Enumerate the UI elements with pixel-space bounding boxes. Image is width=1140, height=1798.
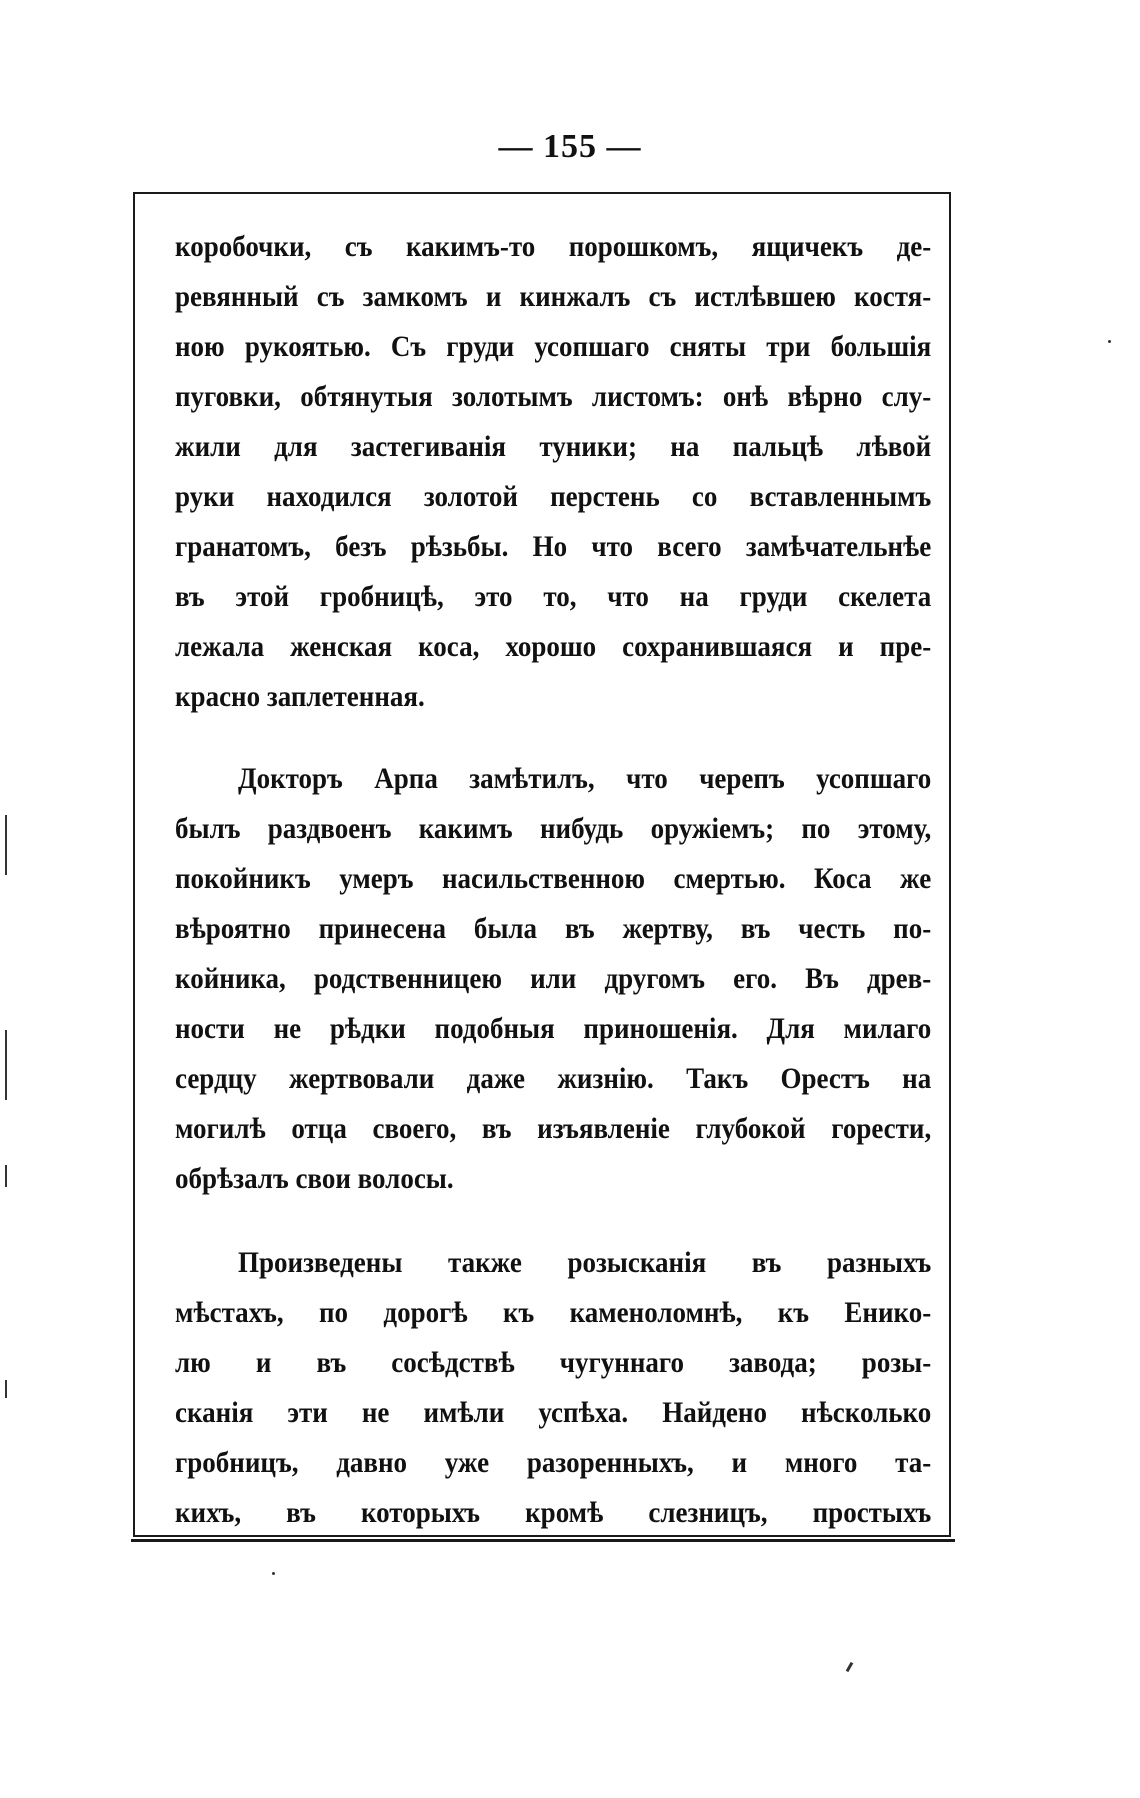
text-line: вѣроятно принесена была въ жертву, въ честь по- bbox=[175, 912, 932, 945]
text-line: красно заплетенная. bbox=[175, 680, 425, 713]
text-line: лежала женская коса, хорошо сохранившаяся и пре- bbox=[175, 630, 932, 663]
text-line: руки находился золотой перстень со вставленнымъ bbox=[175, 480, 932, 513]
page-number: — 155 — bbox=[498, 128, 642, 165]
text-line: могилѣ отца своего, въ изъявленіе глубокой горести, bbox=[175, 1112, 932, 1145]
text-line: покойникъ умеръ насильственною смертью. Коса же bbox=[175, 862, 932, 895]
paragraph-1 bbox=[175, 222, 932, 722]
text-line: обрѣзалъ свои волосы. bbox=[175, 1162, 454, 1195]
text-line: въ этой гробницѣ, это то, что на груди скелета bbox=[175, 580, 932, 613]
text-line: былъ раздвоенъ какимъ нибудь оружіемъ; по этому, bbox=[175, 812, 932, 845]
text-line: коробочки, съ какимъ-то порошкомъ, ящичекъ де- bbox=[175, 230, 932, 263]
text-line: сканія эти не имѣли успѣха. Найдено нѣсколько bbox=[175, 1396, 932, 1429]
text-line: кихъ, въ которыхъ кромѣ слезницъ, простыхъ bbox=[175, 1496, 932, 1529]
paragraph-3 bbox=[175, 1238, 932, 1538]
scan-margin-mark bbox=[5, 1380, 7, 1398]
scan-speck bbox=[846, 1662, 854, 1672]
text-line: ревянный съ замкомъ и кинжалъ съ истлѣвшею костя- bbox=[175, 280, 932, 313]
scan-margin-mark bbox=[5, 1030, 7, 1100]
text-line: жили для застегиванія туники; на пальцѣ лѣвой bbox=[175, 430, 932, 463]
scan-speck bbox=[272, 1572, 275, 1575]
text-frame bbox=[133, 192, 951, 1537]
text-line: ности не рѣдки подобныя приношенія. Для милаго bbox=[175, 1012, 932, 1045]
scan-speck bbox=[1108, 340, 1111, 343]
scan-margin-mark bbox=[5, 1165, 7, 1187]
text-line: сердцу жертвовали даже жизнію. Такъ Орестъ на bbox=[175, 1062, 932, 1095]
text-line: Произведены также розысканія въ разныхъ bbox=[238, 1246, 932, 1279]
text-line: Докторъ Арпа замѣтилъ, что черепъ усопшаго bbox=[238, 762, 932, 795]
text-line: лю и въ сосѣдствѣ чугуннаго завода; розы- bbox=[175, 1346, 932, 1379]
paragraph-2 bbox=[175, 754, 932, 1204]
text-line: ною рукоятью. Съ груди усопшаго сняты три большія bbox=[175, 330, 932, 363]
scan-margin-mark bbox=[5, 815, 7, 875]
text-line: гранатомъ, безъ рѣзьбы. Но что всего замѣчательнѣе bbox=[175, 530, 932, 563]
text-line: гробницъ, давно уже разоренныхъ, и много та- bbox=[175, 1446, 932, 1479]
text-line: койника, родственницею или другомъ его. Въ древ- bbox=[175, 962, 932, 995]
text-line: мѣстахъ, по дорогѣ къ каменоломнѣ, къ Енико- bbox=[175, 1296, 932, 1329]
text-line: пуговки, обтянутыя золотымъ листомъ: онѣ вѣрно слу- bbox=[175, 380, 932, 413]
